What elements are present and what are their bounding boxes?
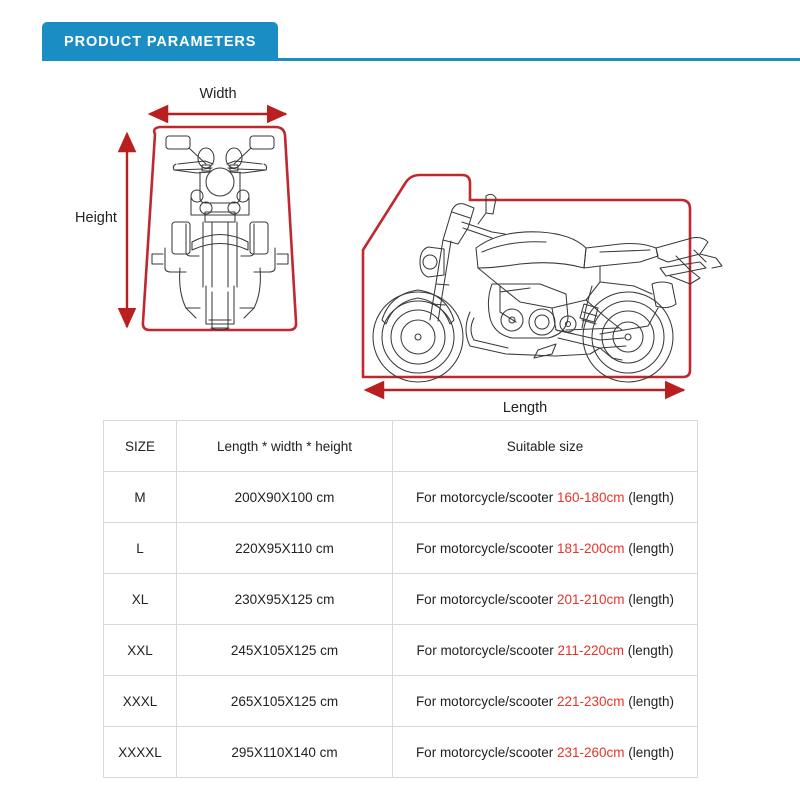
- table-row: [104, 676, 698, 727]
- suitable-prefix: For motorcycle/scooter: [415, 744, 557, 760]
- column-header-suitable: Suitable size: [393, 421, 698, 472]
- cell-size: XXXXL: [104, 727, 177, 778]
- table-row: [104, 727, 698, 778]
- height-label: Height: [75, 210, 117, 226]
- size-table-body: [104, 421, 698, 778]
- cell-suitable: [393, 523, 698, 574]
- suitable-range: 231-260cm: [556, 744, 625, 760]
- cell-dimensions: 245X105X125 cm: [177, 625, 393, 676]
- front-cover-outline: [143, 127, 296, 330]
- suitable-suffix: (length): [624, 642, 674, 658]
- suitable-suffix: (length): [624, 591, 675, 607]
- cell-suitable: [393, 727, 698, 778]
- table-row: [104, 472, 698, 523]
- column-header-dimensions: Length * width * height: [177, 421, 393, 472]
- page-header: [0, 0, 800, 72]
- cell-dimensions: 220X95X110 cm: [177, 523, 393, 574]
- cell-dimensions: 295X110X140 cm: [177, 727, 393, 778]
- cell-dimensions: 200X90X100 cm: [177, 472, 393, 523]
- front-bike-lines: [152, 136, 288, 330]
- cell-size: XL: [104, 574, 177, 625]
- suitable-prefix: For motorcycle/scooter: [415, 591, 557, 607]
- motorcycle-front-view-group: [75, 86, 296, 330]
- tab-product-parameters[interactable]: [42, 22, 278, 61]
- suitable-suffix: (length): [624, 489, 675, 505]
- side-cover-outline: [363, 175, 690, 377]
- diagram-area: [0, 72, 800, 416]
- suitable-prefix: For motorcycle/scooter: [415, 693, 557, 709]
- size-table: [103, 420, 698, 778]
- cell-suitable: [393, 676, 698, 727]
- size-table-container: [103, 420, 697, 778]
- suitable-prefix: For motorcycle/scooter: [415, 489, 557, 505]
- cell-size: XXL: [104, 625, 177, 676]
- suitable-range: 221-230cm: [556, 693, 625, 709]
- cell-size: M: [104, 472, 177, 523]
- column-header-size: SIZE: [104, 421, 177, 472]
- length-label: Length: [502, 400, 548, 416]
- suitable-range: 211-220cm: [557, 642, 625, 658]
- table-row: [104, 625, 698, 676]
- cell-dimensions: 265X105X125 cm: [177, 676, 393, 727]
- tab-label: PRODUCT PARAMETERS: [64, 33, 257, 50]
- table-header-row: [104, 421, 698, 472]
- cell-size: XXXL: [104, 676, 177, 727]
- cell-suitable: [393, 472, 698, 523]
- suitable-suffix: (length): [624, 693, 675, 709]
- suitable-prefix: For motorcycle/scooter: [416, 642, 558, 658]
- suitable-range: 201-210cm: [556, 591, 625, 607]
- suitable-prefix: For motorcycle/scooter: [415, 540, 557, 556]
- suitable-range: 181-200cm: [556, 540, 625, 556]
- table-row: [104, 574, 698, 625]
- cell-size: L: [104, 523, 177, 574]
- motorcycle-side-view-group: [363, 175, 722, 416]
- suitable-suffix: (length): [624, 744, 675, 760]
- suitable-range: 160-180cm: [556, 489, 625, 505]
- side-bike-lines: [373, 194, 722, 382]
- cell-dimensions: 230X95X125 cm: [177, 574, 393, 625]
- table-row: [104, 523, 698, 574]
- cell-suitable: [393, 625, 698, 676]
- width-label: Width: [199, 86, 237, 102]
- suitable-suffix: (length): [624, 540, 675, 556]
- cell-suitable: [393, 574, 698, 625]
